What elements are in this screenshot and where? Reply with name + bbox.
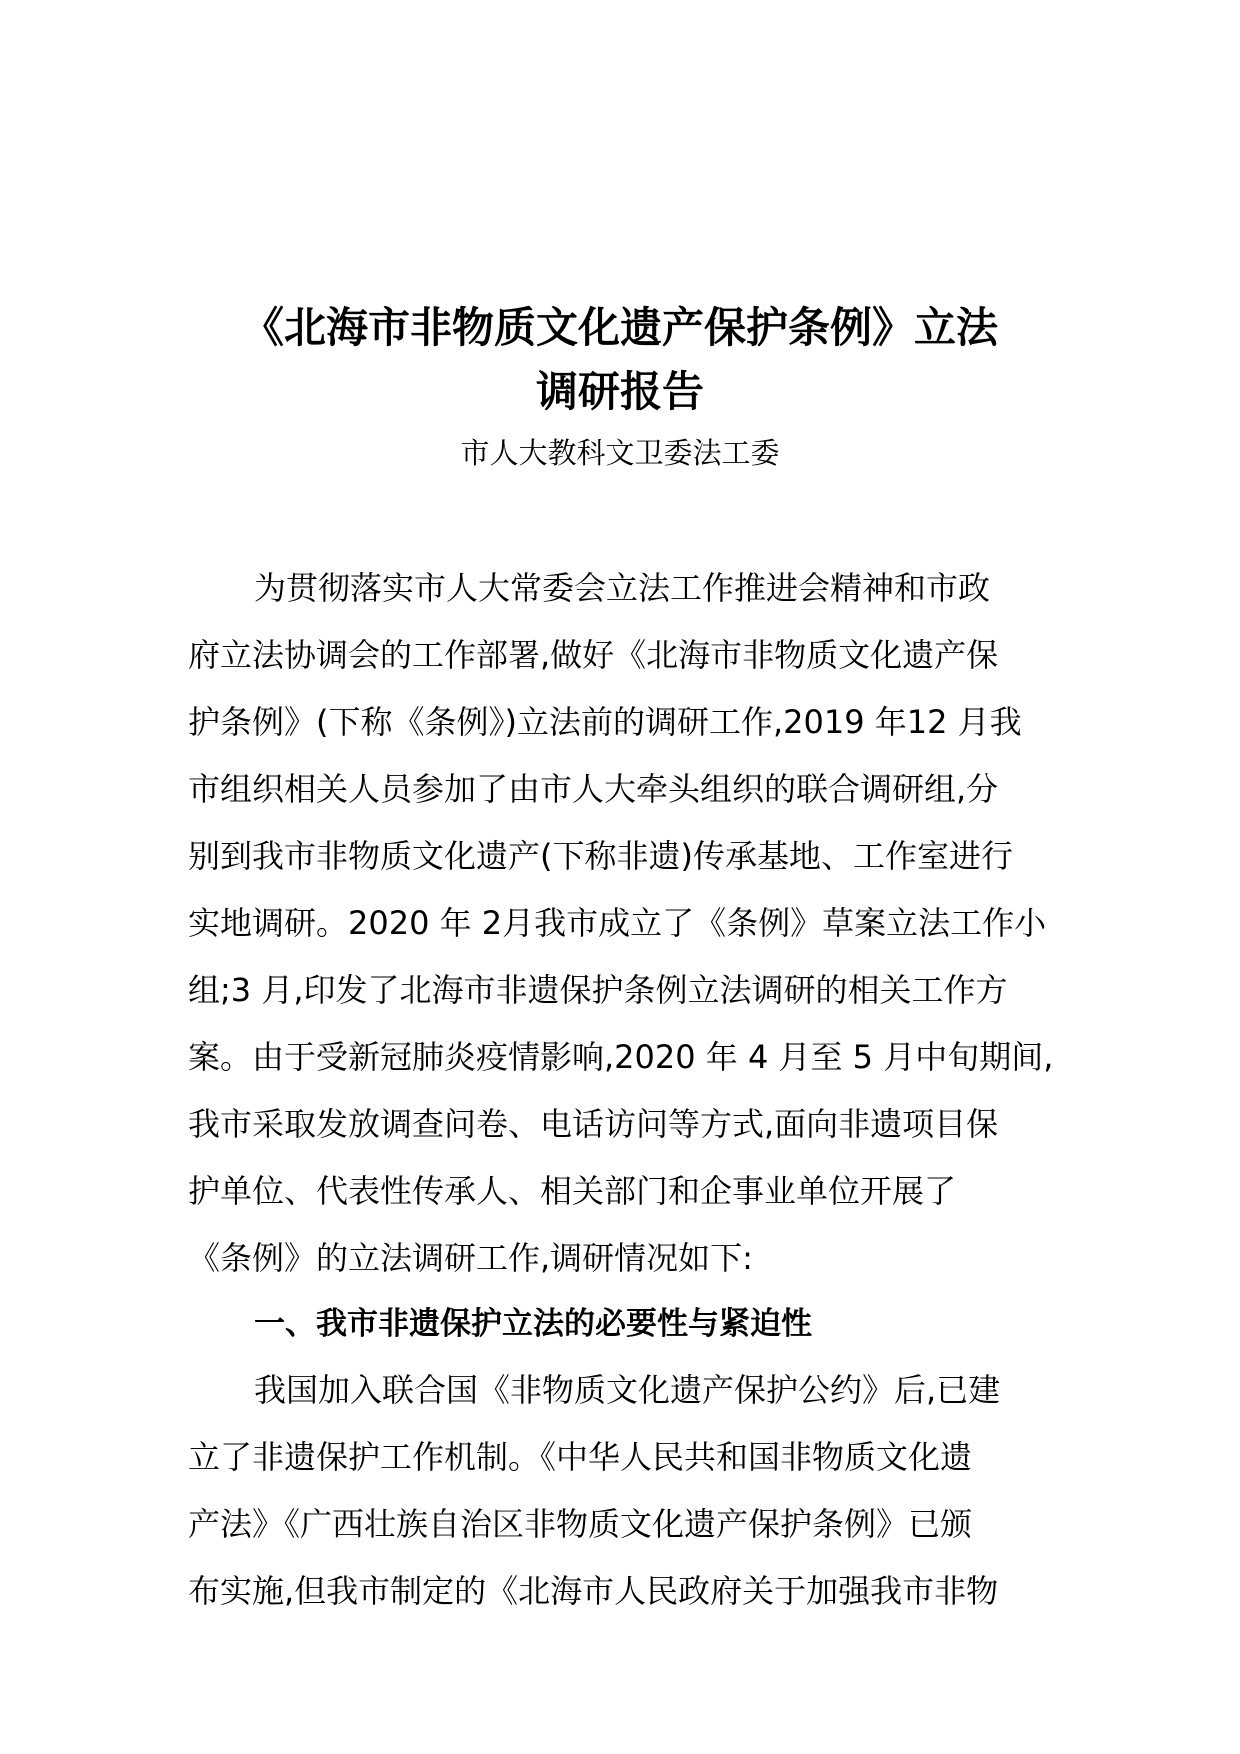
paragraph-1-line: 市组织相关人员参加了由市人大牵头组织的联合调研组,分 xyxy=(188,770,999,808)
paragraph-1-line: 实地调研。2020 年 2月我市成立了《条例》草案立法工作小 xyxy=(188,904,1047,942)
document-title-line-2: 调研报告 xyxy=(535,367,704,416)
paragraph-1-line: 《条例》的立法调研工作,调研情况如下: xyxy=(188,1239,753,1277)
paragraph-1-line: 组;3 月,印发了北海市非遗保护条例立法调研的相关工作方 xyxy=(188,971,1008,1009)
paragraph-1-line: 护单位、代表性传承人、相关部门和企事业单位开展了 xyxy=(188,1172,957,1210)
paragraph-2-line: 产法》《广西壮族自治区非物质文化遗产保护条例》已颁 xyxy=(188,1505,973,1543)
document-author: 市人大教科文卫委法工委 xyxy=(460,436,780,470)
paragraph-2-line: 我国加入联合国《非物质文化遗产保护公约》后,已建 xyxy=(254,1371,1001,1409)
document-title-line-1: 《北海市非物质文化遗产保护条例》立法 xyxy=(241,303,998,352)
paragraph-1-line: 护条例》(下称《条例》)立法前的调研工作,2019 年12 月我 xyxy=(188,703,1022,741)
paragraph-1-line: 我市采取发放调查问卷、电话访问等方式,面向非遗项目保 xyxy=(188,1105,999,1143)
paragraph-1-line: 府立法协调会的工作部署,做好《北海市非物质文化遗产保 xyxy=(188,636,999,674)
section-1-heading: 一、我市非遗保护立法的必要性与紧迫性 xyxy=(254,1306,812,1342)
paragraph-1-line: 案。由于受新冠肺炎疫情影响,2020 年 4 月至 5 月中旬期间, xyxy=(188,1038,1054,1076)
paragraph-2-line: 立了非遗保护工作机制。《中华人民共和国非物质文化遗 xyxy=(188,1438,973,1476)
paragraph-1-line: 别到我市非物质文化遗产(下称非遗)传承基地、工作室进行 xyxy=(188,837,1013,875)
paragraph-2-line: 布实施,但我市制定的《北海市人民政府关于加强我市非物 xyxy=(188,1572,999,1610)
paragraph-1-line: 为贯彻落实市人大常委会立法工作推进会精神和市政 xyxy=(254,569,991,607)
